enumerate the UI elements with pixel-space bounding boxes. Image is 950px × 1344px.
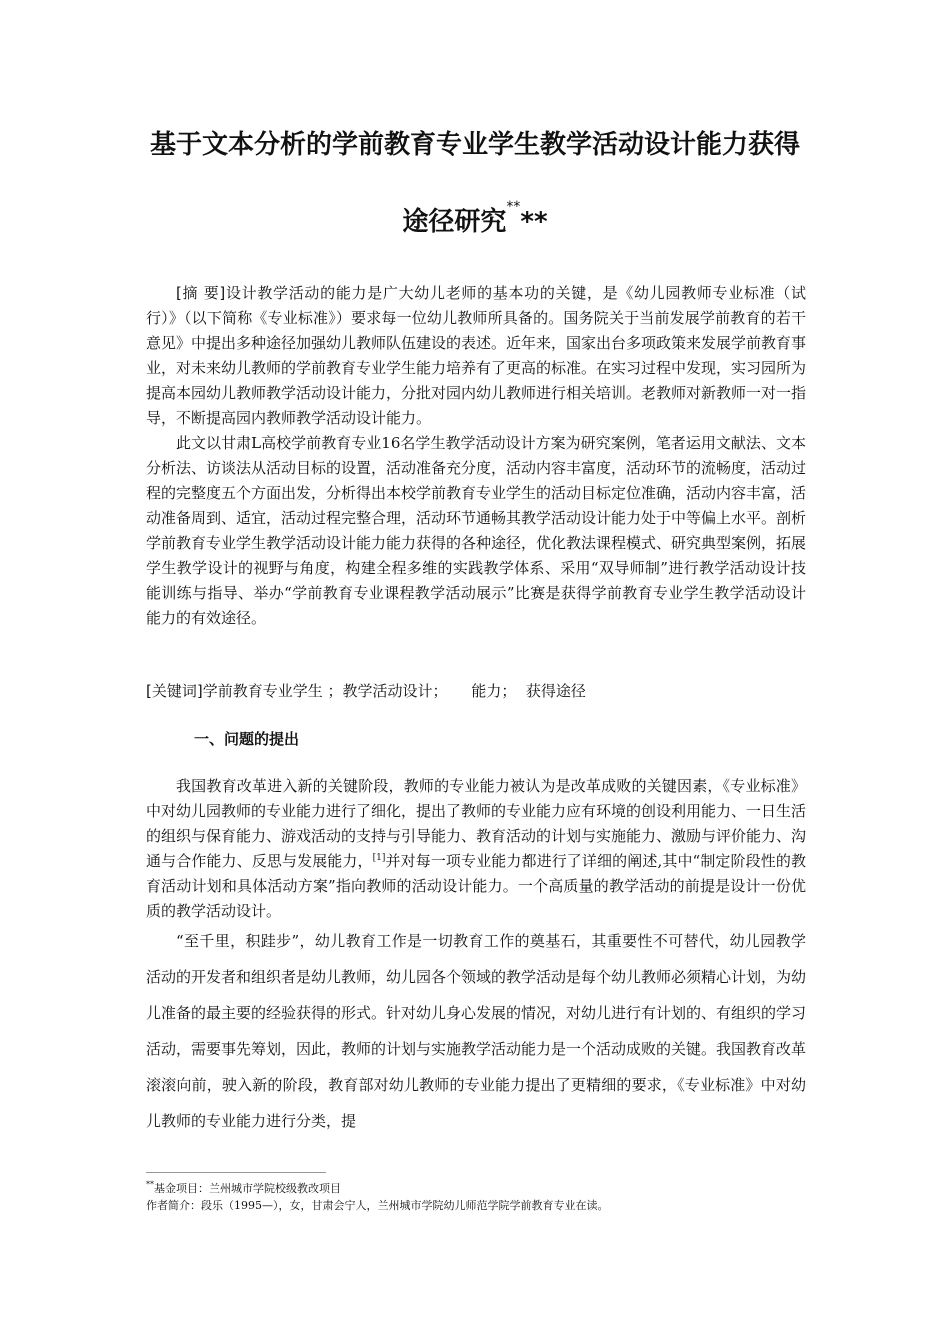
- footnote-divider: [146, 1172, 326, 1173]
- footnote-author: 作者简介：段乐（1995—），女，甘肃会宁人，兰州城市学院幼儿师范学院学前教育专业在读。: [146, 1199, 609, 1212]
- keywords: [146, 680, 586, 702]
- body-text-1b: 并对每一项专业能力都进行了详细的阐述,其中“制定阶段性的教育活动计划和具体活动方案”指向教师的活动设计能力。一个高质量的教学活动的前提是设计一份优质的教学活动设计。: [146, 852, 806, 920]
- body-text-2: “至千里，积跬步”，幼儿教育工作是一切教育工作的奠基石，其重要性不可替代，幼儿园教学活动的开发者和组织者是幼儿教师，幼儿园各个领域的教学活动是每个幼儿教师必须精心计划，为幼儿准备的最主要的经验获得的形式。针对幼儿身心发展的情况，对幼儿进行有计划的、有组织的学习活动，需要事先筹划，因此，教师的计划与实施教学活动能力是一个活动成败的关键。我国教育改革滚滚向前，驶入新的阶段，教育部对幼儿教师的专业能力提出了更精细的要求，《专业标准》中对幼儿教师的专业能力进行分类，提: [146, 932, 807, 1130]
- abstract-text-1: 设计教学活动的能力是广大幼儿老师的基本功的关键，是《幼儿园教师专业标准（试行）》（以下简称《专业标准》）要求每一位幼儿教师所具备的。国务院关于当前发展学前教育的若干意见》中提出多种途径加强幼儿教师队伍建设的表述。近年来，国家出台多项政策来发展学前教育事业，对未来幼儿教师的学前教育专业学生能力培养有了更高的标准。在实习过程中发现，实习园所为提高本园幼儿教师教学活动设计能力，分批对园内幼儿教师进行相关培训。老教师对新教师一对一指导，不断提高园内教师教学活动设计能力。: [146, 284, 807, 427]
- keywords-text: 学前教育专业学生 ；教学活动设计； 能力； 获得途径: [202, 682, 586, 700]
- abstract-paragraph-2: [146, 431, 806, 631]
- abstract-paragraph-1: [146, 281, 806, 431]
- citation-mark: [1]: [372, 853, 386, 863]
- footnote-fund: [146, 1180, 341, 1196]
- keywords-label: [关键词]: [146, 682, 203, 700]
- abstract-text-2: 此文以甘肃L高校学前教育专业16名学生教学活动设计方案为研究案例，笔者运用文献法、文本分析法、访谈法从活动目标的设置，活动准备充分度，活动内容丰富度，活动环节的流畅度，活动过程的完整度五个方面出发，分析得出本校学前教育专业学生的活动目标定位准确，活动内容丰富，活动准备周到、适宜，活动过程完整合理，活动环节通畅其教学活动设计能力处于中等偏上水平。剖析学前教育专业学生教学活动设计能力能力获得的各种途径，优化教法课程模式、研究典型案例，拓展学生教学设计的视野与角度，构建全程多维的实践教学体系、采用“双导师制”进行教学活动设计技能训练与指导、举办“学前教育专业课程教学活动展示”比赛是获得学前教育专业学生教学活动设计能力的有效途径。: [146, 434, 807, 627]
- body-paragraph-1-text: [146, 774, 806, 924]
- title-line-1: [0, 124, 950, 161]
- title-line-2: [0, 201, 950, 238]
- abstract-label: [摘 要]: [176, 284, 226, 302]
- footnote-fund-text: 基金项目：兰州城市学院校级教改项目: [154, 1182, 341, 1195]
- title-footnote-mark: **: [506, 199, 521, 215]
- footnote-mark: **: [146, 1180, 154, 1189]
- title-marks: **: [520, 207, 548, 237]
- body-paragraph-2-text: [146, 923, 806, 1139]
- title-text-1: 基于文本分析的学前教育专业学生教学活动设计能力获得: [149, 130, 800, 160]
- section-heading: 一、问题的提出: [194, 730, 300, 748]
- title-text-2: 途径研究: [402, 207, 507, 237]
- body-text-1a: 我国教育改革进入新的关键阶段，教师的专业能力被认为是改革成败的关键因素，《专业标准》中对幼儿园教师的专业能力进行了细化，提出了教师的专业能力应有环境的创设利用能力、一日生活的组织与保育能力、游戏活动的支持与引导能力、教育活动的计划与实施能力、激励与评价能力、沟通与合作能力、反思与发展能力，: [146, 777, 807, 870]
- body-paragraph-2: [146, 923, 806, 1139]
- abstract: [146, 281, 806, 631]
- body-paragraph-1: [146, 774, 806, 924]
